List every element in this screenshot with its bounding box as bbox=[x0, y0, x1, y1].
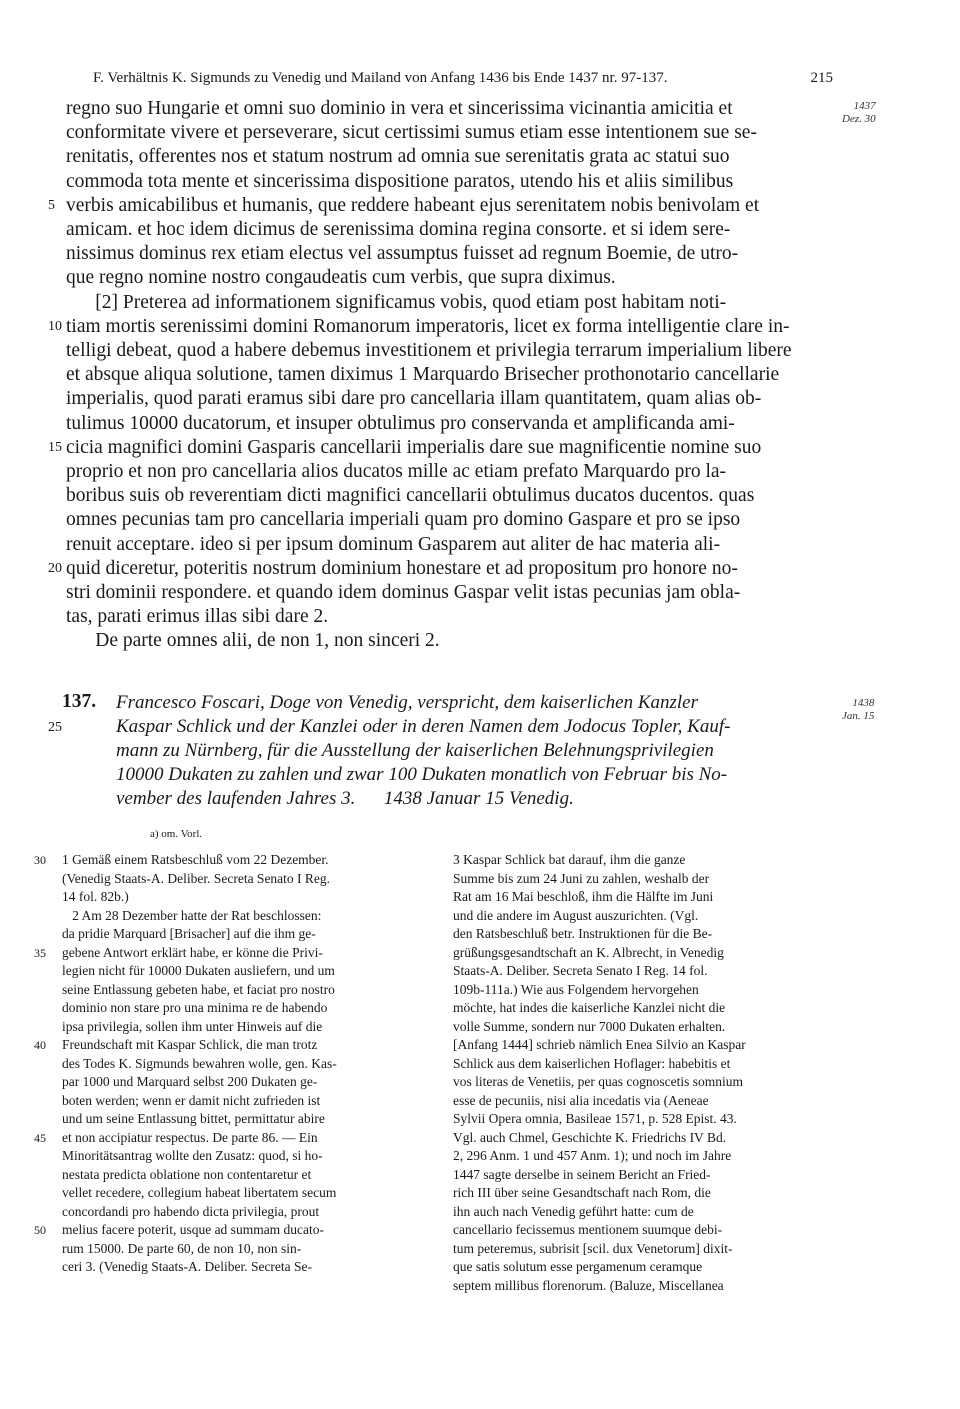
footnote-line: septem millibus florenorum. (Baluze, Miscellanea bbox=[453, 1277, 724, 1293]
regest-line: 10000 Dukaten zu zahlen und zwar 100 Dukaten monatlich von Februar bis No- bbox=[116, 764, 728, 785]
text-line: stri dominii respondere. et quando idem dominus Gaspar velit istas pecunias jam obla- bbox=[66, 582, 741, 603]
text-line: boribus suis ob reverentiam dicti magnifici cancellarii obtulimus ducatos ducentos. quas bbox=[66, 485, 755, 507]
text-line: quid diceretur, poteritis nostrum dominium honestare et ad propositum pro honore no- bbox=[66, 557, 738, 579]
footnote-line: vellet recedere, collegium habeat libertatem secum bbox=[62, 1185, 337, 1200]
text-line: tiam mortis serenissimi domini Romanorum imperatoris, licet ex forma intelligentie clare in- bbox=[66, 315, 790, 337]
text-line: nissimus dominus rex etiam electus vel assumptus fuisset ad regnum Boemie, de utro- bbox=[66, 243, 739, 265]
line-number: 20 bbox=[48, 560, 62, 576]
variant-note: a) om. Vorl. bbox=[150, 828, 203, 840]
regest-line-number: 25 bbox=[48, 720, 62, 735]
text-line: amicam. et hoc idem dicimus de serenissima domina regina consorte. et si idem sere- bbox=[66, 219, 731, 240]
footnote-line: rum 15000. De parte 60, de non 10, non sin- bbox=[62, 1240, 302, 1256]
footnote-line: 1447 sagte derselbe in seinem Bericht an Fried- bbox=[453, 1166, 711, 1182]
margin-day: Jan. 15 bbox=[842, 710, 875, 722]
footnote-line: Vgl. auch Chmel, Geschichte K. Friedrichs IV Bd. bbox=[453, 1129, 727, 1145]
footnote-line: Summe bis zum 24 Juni zu zahlen, weshalb der bbox=[453, 870, 710, 886]
text-line: conformitate vivere et perseverare, sicut certissimi sumus etiam esse intentionem sue se- bbox=[66, 122, 757, 144]
text-line: que regno nomine nostro congaudeatis cum verbis, que supra diximus. bbox=[66, 267, 616, 289]
footnote-line: 1 Gemäß einem Ratsbeschluß vom 22 Dezember. bbox=[62, 852, 329, 867]
footnotes-left bbox=[34, 851, 430, 1277]
margin-date-1437 bbox=[842, 100, 876, 126]
footnote-line: da pridie Marquard [Brisacher] auf die ihm ge- bbox=[62, 926, 316, 941]
footnote-line: (Venedig Staats-A. Deliber. Secreta Senato I Reg. bbox=[62, 870, 331, 886]
footnote-line: seine Entlassung gebeten habe, et faciat pro nostro bbox=[62, 981, 335, 997]
text-line: verbis amicabilibus et humanis, que reddere habeant ejus serenitatem nobis benivolam et bbox=[66, 194, 760, 216]
document-number: 137. bbox=[62, 691, 97, 712]
text-line: commoda tota mente et sincerissima dispositione paratos, utendo his et aliis similibus bbox=[66, 170, 734, 192]
footnote-line: ipsa privilegia, sollen ihm unter Hinweis auf die bbox=[62, 1018, 323, 1034]
footnote-line: des Todes K. Sigmunds bewahren wolle, gen. Kas- bbox=[62, 1055, 337, 1071]
text-line: telligi debeat, quod a habere debemus investitionem et privilegia terrarum imperialium libere bbox=[66, 340, 792, 361]
line-number: 45 bbox=[34, 1130, 46, 1145]
running-title: F. Verhältnis K. Sigmunds zu Venedig und Mailand von Anfang 1436 bis Ende 1437 nr. 97-137. bbox=[93, 70, 668, 86]
line-number: 50 bbox=[34, 1223, 46, 1237]
footnote-line: nestata predicta oblatione non contentaretur et bbox=[62, 1166, 312, 1182]
line-number: 5 bbox=[48, 197, 55, 213]
footnote-line: tum peteremus, subrisit [scil. dux Venetorum] dixit- bbox=[453, 1240, 733, 1256]
margin-day: Dez. 30 bbox=[842, 113, 876, 125]
footnote-line: und die andere im August auszurichten. (Vgl. bbox=[453, 907, 699, 923]
text-line: regno suo Hungarie et omni suo dominio in vera et sincerissima vicinantia amicitia et bbox=[66, 98, 733, 119]
footnote-line: esse de pecuniis, nisi alia incedatis via (Aeneae bbox=[453, 1092, 709, 1108]
regest-line: Francesco Foscari, Doge von Venedig, verspricht, dem kaiserlichen Kanzler bbox=[116, 692, 699, 713]
running-header bbox=[93, 70, 833, 87]
text-line: renuit acceptare. ideo si per ipsum dominum Gasparem aut aliter de hac materia ali- bbox=[66, 533, 721, 555]
footnote-line: möchte, hat indes die kaiserliche Kanzlei nicht die bbox=[453, 1000, 726, 1015]
footnote-line: melius facere poterit, usque ad summam ducato- bbox=[62, 1222, 325, 1237]
footnote-line: concordandi pro habendo dicta privilegia, prout bbox=[62, 1203, 320, 1219]
margin-year: 1437 bbox=[853, 100, 876, 112]
footnote-line: Schlick aus dem kaiserlichen Hoflager: habebitis et bbox=[453, 1055, 731, 1071]
text-line: tulimus 10000 ducatorum, et insuper obtulimus pro conservanda et amplificanda ami- bbox=[66, 412, 735, 434]
footnote-line: grüßungsgesandtschaft an K. Albrecht, in Venedig bbox=[453, 944, 724, 960]
text-line: renitatis, offerentes nos et statum nostrum ad omnia sue serenitatis grata ac statui suo bbox=[66, 146, 730, 168]
footnote-line: [Anfang 1444] schrieb nämlich Enea Silvio an Kaspar bbox=[453, 1037, 746, 1052]
page-number: 215 bbox=[810, 70, 833, 86]
footnote-line: et non accipiatur respectus. De parte 86. — Ein bbox=[62, 1129, 318, 1145]
text-line: tas, parati erimus illas sibi dare 2. bbox=[66, 606, 329, 628]
footnote-line: ihn auch nach Venedig geführt hatte: cum de bbox=[453, 1203, 694, 1219]
footnote-line: ceri 3. (Venedig Staats-A. Deliber. Secreta Se- bbox=[62, 1259, 313, 1274]
text-line: cicia magnifici domini Gasparis cancellarii imperialis dare sue magnificentie nomine suo bbox=[66, 436, 762, 458]
text-line: imperialis, quod parati eramus sibi dare pro cancellaria illam quantitatem, quam alias ob- bbox=[66, 388, 762, 410]
text-line: et absque aliqua solutione, tamen diximus 1 Marquardo Brisecher prothonotario cancellarie bbox=[66, 364, 780, 386]
footnote-line: par 1000 und Marquard selbst 200 Dukaten ge- bbox=[62, 1074, 318, 1089]
footnote-line: cancellario fecissemus mentionem suumque debi- bbox=[453, 1222, 723, 1237]
footnote-line: volle Summe, sondern nur 7000 Dukaten erhalten. bbox=[453, 1018, 726, 1034]
footnote-line: rich III über seine Gesandtschaft nach Rom, die bbox=[453, 1185, 711, 1200]
footnote-line: que satis solutum esse pergamenum ceramque bbox=[453, 1259, 703, 1274]
footnote-line: vos literas de Venetiis, per quas cognoscetis somnium bbox=[453, 1074, 743, 1089]
regest bbox=[116, 691, 836, 811]
text-line: De parte omnes alii, de non 1, non sinceri 2. bbox=[66, 630, 440, 652]
footnote-line: legien nicht für 10000 Dukaten ausliefern, und um bbox=[62, 963, 335, 978]
footnote-line: boten werden; wenn er damit nicht zufrieden ist bbox=[62, 1092, 321, 1108]
footnote-line: Rat am 16 Mai beschloß, ihm die Hälfte im Juni bbox=[453, 889, 714, 904]
footnote-line: Freundschaft mit Kaspar Schlick, die man trotz bbox=[62, 1037, 318, 1052]
line-number: 15 bbox=[48, 439, 62, 455]
regest-line: mann zu Nürnberg, für die Ausstellung der kaiserlichen Belehnungsprivilegien bbox=[116, 740, 714, 761]
regest-line: vember des laufenden Jahres 3. 1438 Januar 15 Venedig. bbox=[116, 788, 574, 809]
line-number: 40 bbox=[34, 1038, 46, 1052]
footnote-line: 109b-111a.) Wie aus Folgendem hervorgehen bbox=[453, 981, 699, 997]
margin-date-1438 bbox=[842, 697, 874, 723]
footnote-line: 14 fol. 82b.) bbox=[62, 889, 129, 904]
footnotes-right bbox=[453, 851, 833, 1295]
footnote-line: und um seine Entlassung bittet, permittatur abire bbox=[62, 1111, 325, 1126]
footnote-line: Minoritätsantrag wollte den Zusatz: quod, si ho- bbox=[62, 1148, 323, 1163]
line-number: 30 bbox=[34, 853, 46, 867]
footnote-line: gebene Antwort erklärt habe, er könne die Privi- bbox=[62, 944, 323, 960]
footnote-line: den Ratsbeschluß betr. Instruktionen für die Be- bbox=[453, 926, 713, 941]
footnote-line: 2 Am 28 Dezember hatte der Rat beschlossen: bbox=[62, 907, 322, 923]
footnote-line: Sylvii Opera omnia, Basileae 1571, p. 528 Epist. 43. bbox=[453, 1111, 737, 1126]
footnote-line: dominio non stare pro una minima re de habendo bbox=[62, 1000, 328, 1015]
footnote-line: 2, 296 Anm. 1 und 457 Anm. 1); und noch im Jahre bbox=[453, 1148, 732, 1163]
regest-line: Kaspar Schlick und der Kanzlei oder in deren Namen dem Jodocus Topler, Kauf- bbox=[116, 716, 731, 737]
footnote-line: 3 Kaspar Schlick bat darauf, ihm die ganze bbox=[453, 852, 686, 867]
text-line: [2] Preterea ad informationem significamus vobis, quod etiam post habitam noti- bbox=[66, 291, 727, 313]
line-number: 35 bbox=[34, 945, 46, 960]
line-number: 10 bbox=[48, 318, 62, 334]
text-line: proprio et non pro cancellaria alios ducatos mille ac etiam prefato Marquardo pro la- bbox=[66, 461, 727, 482]
footnote-line: Staats-A. Deliber. Secreta Senato I Reg. 14 fol. bbox=[453, 963, 708, 978]
margin-year: 1438 bbox=[852, 697, 875, 709]
text-line: omnes pecunias tam pro cancellaria imperiali quam pro domino Gaspare et pro se ipso bbox=[66, 509, 741, 531]
